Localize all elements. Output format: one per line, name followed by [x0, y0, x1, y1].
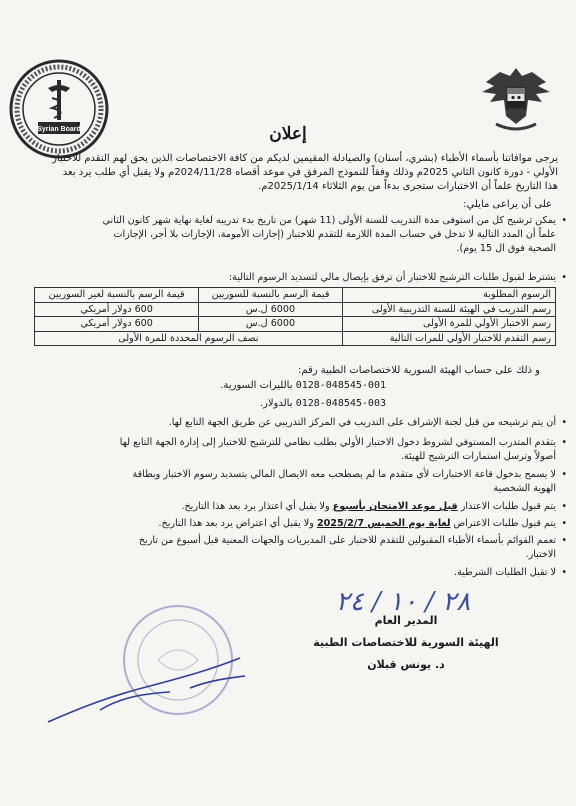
bullet-6-text: يتم قبول طلبات الاعتذار	[460, 501, 556, 512]
bullet-4-line-1: • يتقدم المتدرب المستوفي لشروط دخول الاختبار الأولي بطلب نظامي للترشيح للاختبار إلى إدارة الجهة التابع لها	[22, 436, 556, 450]
table-cell: 600 دولار أمريكي	[35, 317, 199, 332]
table-cell: نصف الرسوم المحددة للمرة الأولى	[35, 331, 343, 346]
account-row-2	[260, 398, 386, 409]
table-cell: 6000 ل.س	[199, 317, 343, 332]
signature-name: د. يونس قبلان	[367, 658, 445, 671]
bullet-6-highlight: قبل موعد الامتحان بأسبوع	[332, 501, 458, 512]
table-row	[35, 302, 556, 317]
account-currency: بالدولار.	[259, 398, 293, 409]
account-row-1	[220, 380, 386, 391]
intro-line-2: الأولي - دورة كانون الثاني 2025م وذلك وفقاً للنموذج المرفق في موعد أقصاه 2024/11/28م ولا يقبل أي طلب يرد بعد	[62, 167, 558, 178]
intro-line-3: هذا التاريخ علماً أن الاختبارات ستجرى بدءاً من يوم الثلاثاء 2025/1/14م.	[258, 181, 558, 192]
bullet-3: • أن يتم ترشيحه من قبل لجنة الإشراف على التدريب في المركز التدريبي عن طريق الجهة التابع لها.	[22, 416, 556, 430]
bullet-5-line-1: • لا يسمح بدخول قاعة الاختبارات لأي متقدم ما لم يصطحب معه الايصال المالي بتسديد رسوم الاختبار وبطاقة	[22, 468, 556, 482]
conditions-heading: على أن يراعى مايلي:	[463, 199, 552, 210]
table-cell: رسم الاختبار الأولي للمرة الأولى	[342, 317, 555, 332]
bullet-6	[22, 500, 556, 514]
bullet-7	[22, 517, 556, 531]
handwritten-date-text: ٢٨ / ١٠ / ٢٤	[335, 587, 471, 617]
bullet-1-line-2: علماً أن المدد التالية لا تدخل في حساب المدة اللازمة للتقدم للاختبار (إجازات الأمومة، الإجازات بلا أجر، الإجازات	[113, 229, 556, 240]
table-cell: رسم التدريب في الهيئة للسنة التدريبية الأولى	[342, 302, 555, 317]
signature-block	[296, 610, 516, 676]
signature-org: الهيئة السورية للاختصاصات الطبية	[313, 636, 499, 649]
table-header-cell: الرسوم المطلوبة	[342, 288, 555, 303]
bullet-9: • لا تقبل الطلبات الشرطية.	[22, 566, 556, 580]
table-row	[35, 317, 556, 332]
signature-title: المدير العام	[374, 614, 438, 627]
page-title: إعلان	[269, 124, 307, 144]
intro-line-1: يرجى موافاتنا بأسماء الأطباء (بشري، أسنان) والصيادلة المقيمين لديكم من كافة الاختصاصات الذين يحق لهم التقدم للاختبار	[52, 153, 558, 164]
fees-table	[34, 287, 556, 346]
syrian-board-logo	[8, 58, 110, 160]
table-cell: 6000 ل.س	[199, 302, 343, 317]
table-cell: رسم التقدم للاختبار الأولي للمرات التالية	[342, 331, 555, 346]
bullet-6-text-end: ولا يقبل أي اعتذار يرد بعد هذا التاريخ.	[181, 501, 330, 512]
bullet-1-line-1: • يمكن ترشيح كل من استوفى مدة التدريب للسنة الأولى (11 شهر) من تاريخ بدء تدريبه لغاية نهاية شهر كانون الثاني	[22, 214, 556, 228]
logo-left-text: Syrian Board	[37, 126, 81, 133]
table-header-cell: قيمة الرسم بالنسبة لغير السوريين	[35, 288, 199, 303]
bullet-8-line-1: • تعمم القوائم بأسماء الأطباء المقبولين للتقدم للاختبار على المديريات والجهات المعنية قبل أسبوع من تاريخ	[22, 534, 556, 548]
table-row	[35, 331, 556, 346]
table-cell: 600 دولار أمريكي	[35, 302, 199, 317]
table-header-row	[35, 288, 556, 303]
bullet-8-line-2: الاختبار.	[525, 549, 556, 560]
bullet-7-text: يتم قبول طلبات الاعتراض	[453, 518, 556, 529]
bullet-2: • يشترط لقبول طلبات الترشيح للاختبار أن ترفق بإيصال مالي لتسديد الرسوم التالية:	[22, 271, 556, 285]
bullet-5-line-2: الهوية الشخصية	[493, 483, 556, 494]
account-number: 0128-048545-003	[295, 398, 386, 409]
bullet-4-line-2: أصولاً وترسل استمارات الترشيح للهيئة.	[400, 451, 556, 462]
account-number: 0128-048545-001	[295, 380, 386, 391]
handwritten-signature	[40, 648, 250, 728]
bullet-7-text-end: ولا يقبل أي اعتراض يرد بعد هذا التاريخ.	[158, 518, 314, 529]
bullet-7-highlight: لغاية يوم الخميس 2025/2/7	[316, 518, 451, 529]
table-header-cell: قيمة الرسم بالنسبة للسوريين	[199, 288, 343, 303]
bullet-1-line-3: الصحية فوق ال 15 يوم).	[456, 243, 556, 254]
account-intro: و ذلك على حساب الهيئة السورية للاختصاصات الطبية رقم:	[297, 365, 540, 376]
account-currency: بالليرات السورية.	[220, 380, 293, 391]
